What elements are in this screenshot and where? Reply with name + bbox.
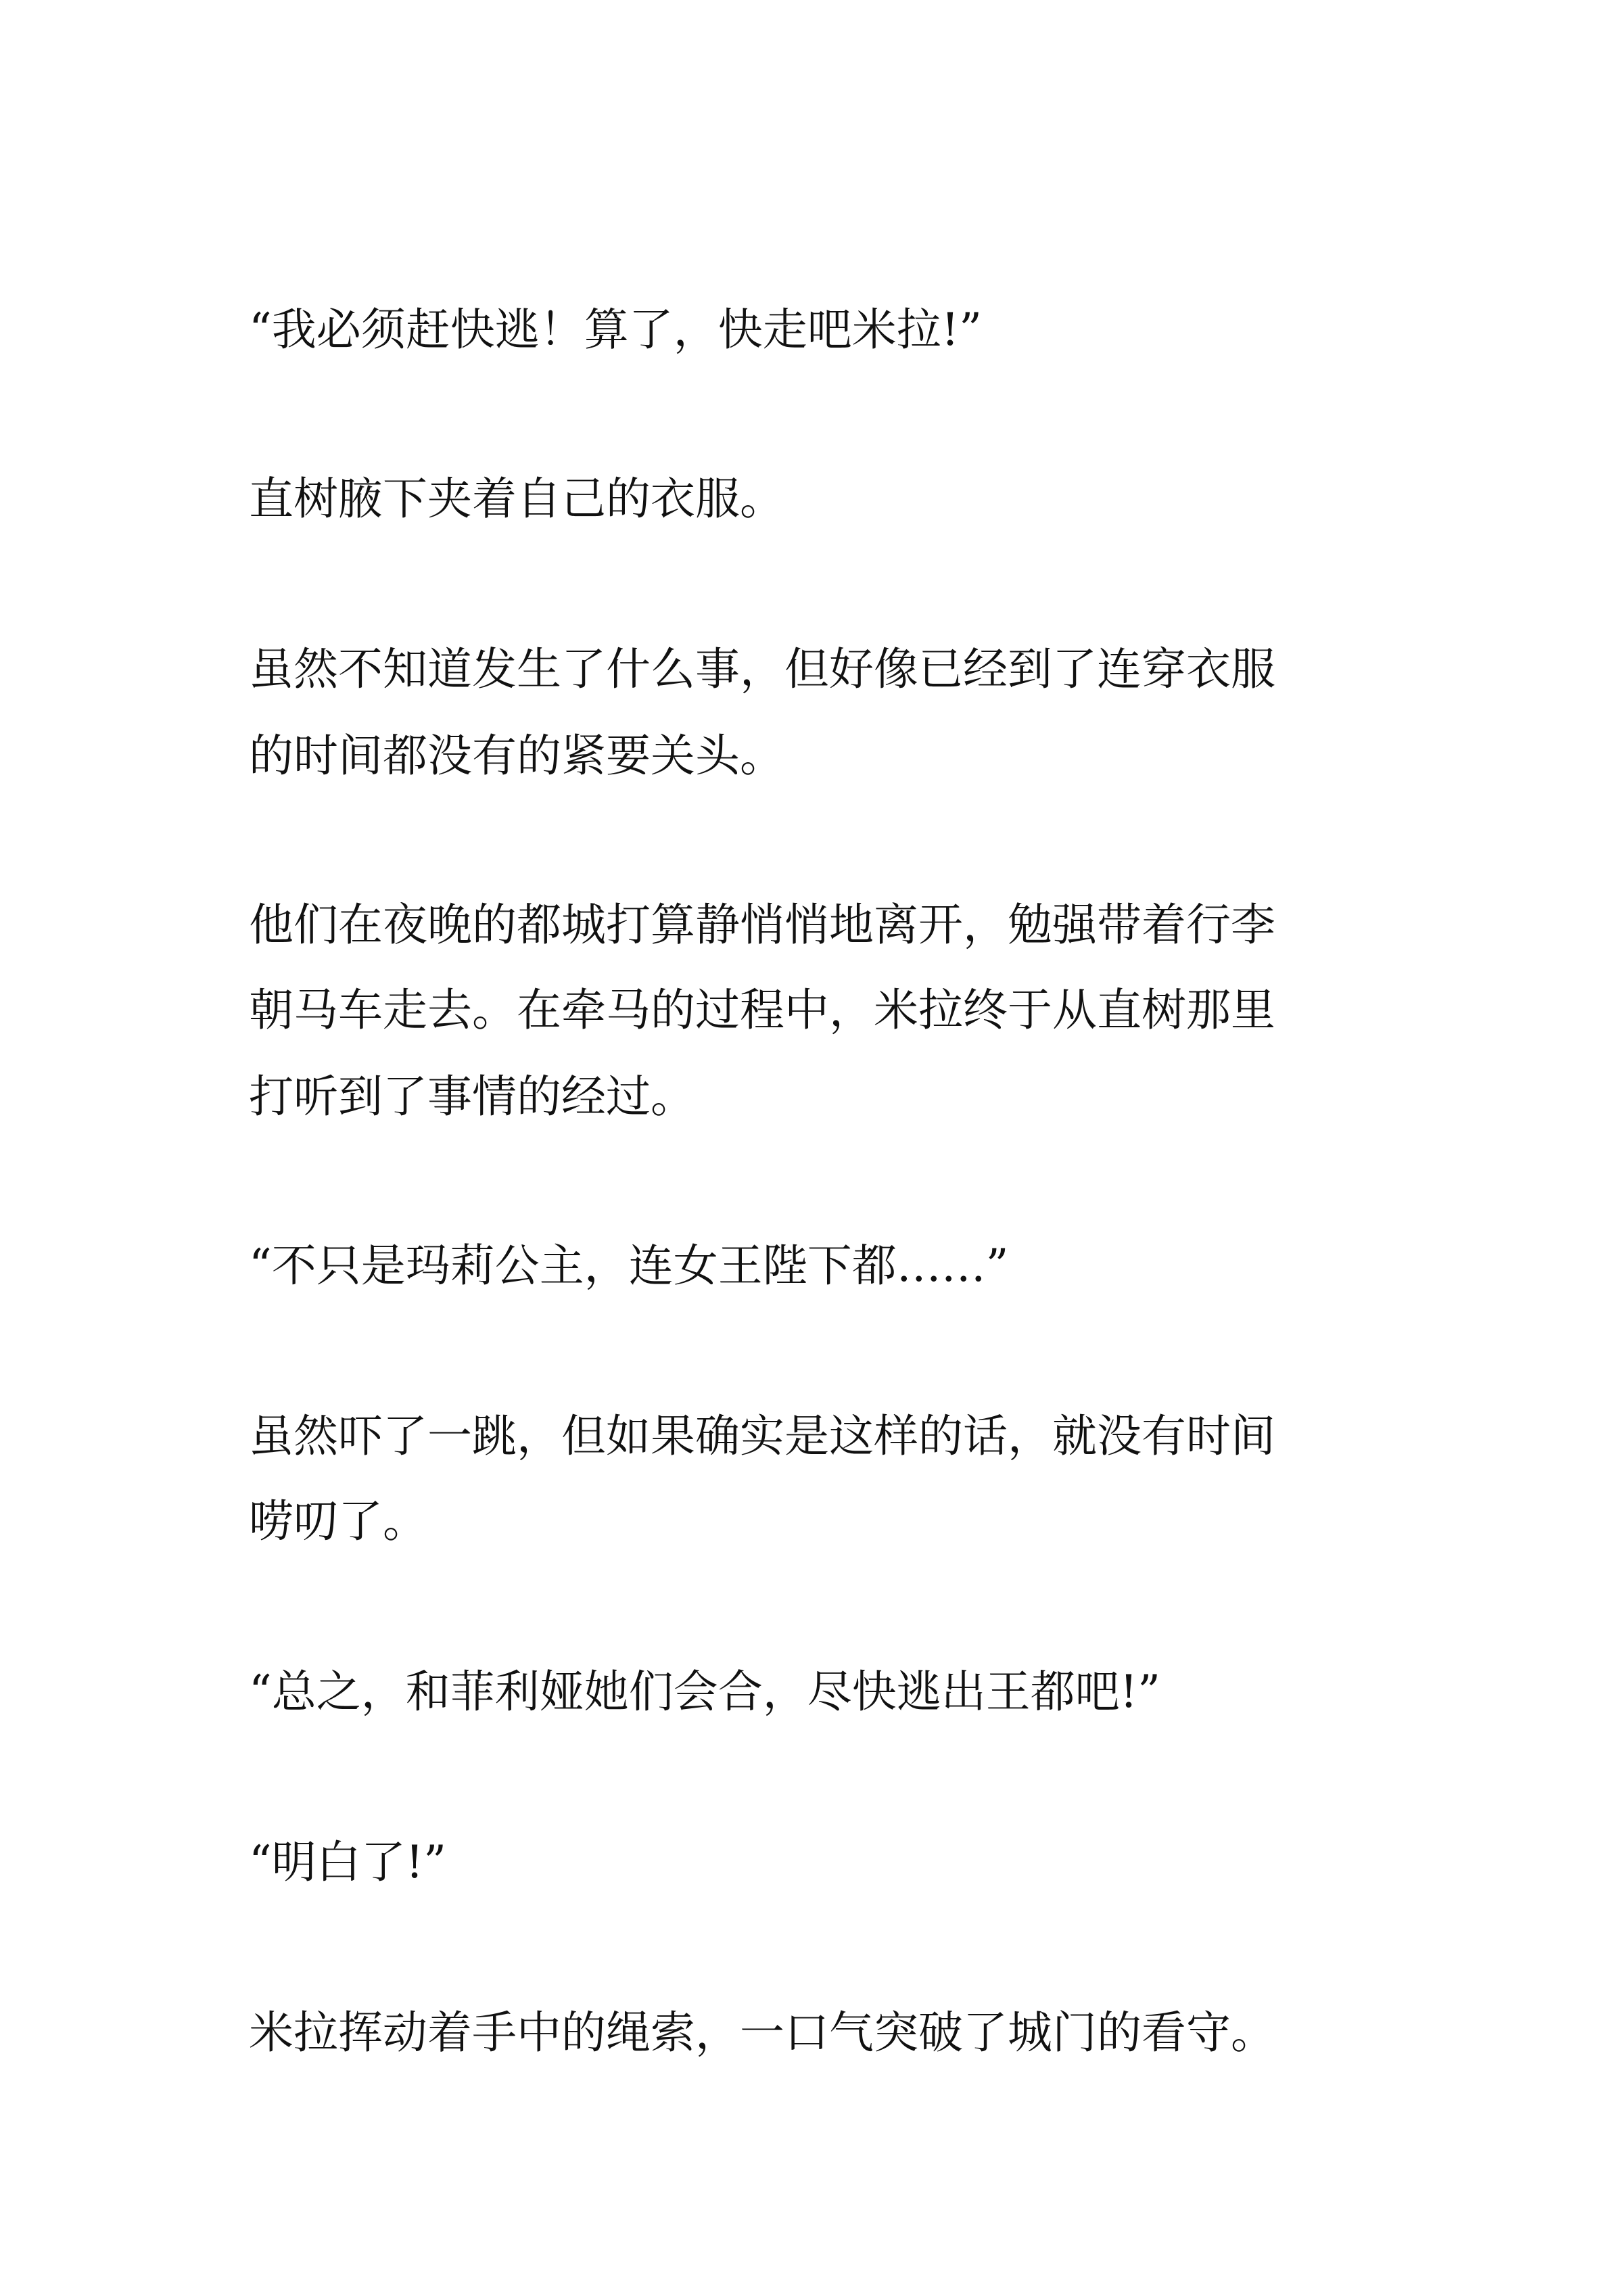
paragraph-5-line-1: “不只是玛莉公主，连女王陛下都……” [249,1240,1009,1292]
paragraph-3-line-2: 的时间都没有的紧要关头。 [249,730,784,782]
paragraph-3-line-1: 虽然不知道发生了什么事，但好像已经到了连穿衣服 [249,643,1275,695]
paragraph-1-line-1: “我必须赶快逃！算了，快走吧米拉!” [249,304,983,356]
paragraph-7-line-1: “总之，和菲利娅她们会合，尽快逃出王都吧!” [249,1666,1161,1718]
paragraph-4-line-1: 他们在夜晚的都城打算静悄悄地离开，勉强带着行李 [249,899,1275,951]
paragraph-2-line-1: 直树腋下夹着自己的衣服。 [249,473,784,525]
paragraph-4-line-2: 朝马车走去。在牵马的过程中，米拉终于从直树那里 [249,984,1275,1036]
paragraph-6-line-1: 虽然吓了一跳，但如果确实是这样的话，就没有时间 [249,1410,1275,1462]
paragraph-4-line-3: 打听到了事情的经过。 [249,1071,695,1123]
paragraph-8-line-1: “明白了!” [249,1836,447,1888]
paragraph-9-line-1: 米拉挥动着手中的绳索，一口气突破了城门的看守。 [249,2007,1275,2059]
paragraph-6-line-2: 唠叨了。 [249,1495,427,1547]
